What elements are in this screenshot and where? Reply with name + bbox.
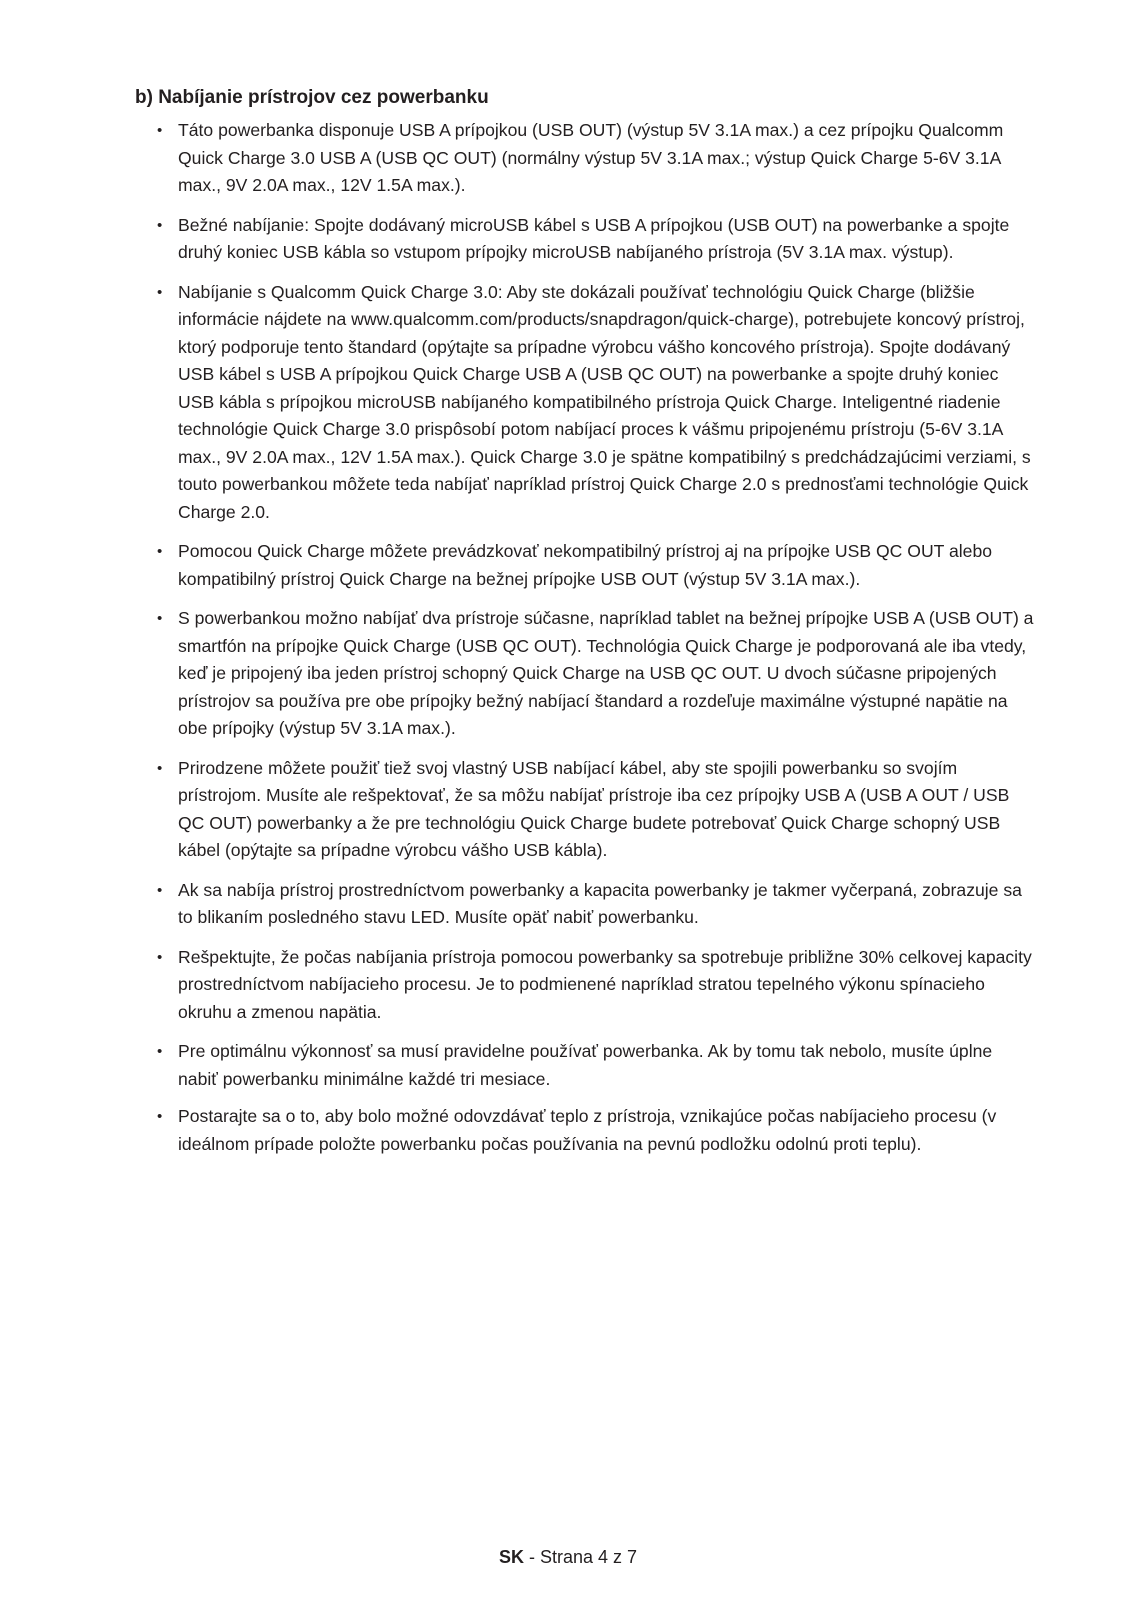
bullet-icon: • bbox=[157, 283, 163, 301]
bullet-item-8 bbox=[154, 944, 1034, 1027]
bullet-icon: • bbox=[157, 122, 163, 139]
section-heading: b) Nabíjanie prístrojov cez powerbanku bbox=[135, 87, 489, 108]
bullet-item-7 bbox=[154, 877, 1034, 932]
bullet-item-4 bbox=[154, 538, 1034, 593]
bullet-icon: • bbox=[157, 216, 163, 234]
bullet-list bbox=[154, 117, 1034, 1168]
bullet-text: Prirodzene môžete použiť tiež svoj vlastný USB nabíjací kábel, aby ste spojili powerbanku so svojím prístrojom. Musíte ale rešpektovať, že sa môžu nabíjať prístroje iba cez prípojky USB A (USB A OUT / USB QC OUT) powerbanky a že pre technológiu Quick Charge budete potrebovať Quick Charge schopný USB kábel (opýtajte sa prípadne výrobcu vášho USB kábla). bbox=[178, 757, 1010, 860]
bullet-text: Táto powerbanka disponuje USB A prípojkou (USB OUT) (výstup 5V 3.1A max.) a cez prípojku Qualcomm Quick Charge 3.0 USB A (USB QC OUT) (normálny výstup 5V 3.1A max.; výstup Quick Charge 5-6V 3.1A max., 9V 2.0A max., 12V 1.5A max.). bbox=[178, 120, 1004, 195]
bullet-item-9 bbox=[154, 1038, 1034, 1093]
bullet-text: Pre optimálnu výkonnosť sa musí pravidelne používať powerbanka. Ak by tomu tak nebolo, musíte úplne nabiť powerbanku minimálne každé tri mesiace. bbox=[178, 1041, 993, 1089]
bullet-item-3 bbox=[154, 279, 1034, 527]
bullet-text: Rešpektujte, že počas nabíjania prístroja pomocou powerbanky sa spotrebuje približne 30% celkovej kapacity prostredníctvom nabíjacieho procesu. Je to podmienené napríklad stratou tepelného výkonu spínacieho okruhu a zmenou napätia. bbox=[178, 946, 1032, 1022]
bullet-icon: • bbox=[157, 1108, 163, 1125]
bullet-item-10 bbox=[154, 1103, 1034, 1158]
bullet-item-2 bbox=[154, 212, 1034, 267]
bullet-icon: • bbox=[157, 543, 163, 560]
page-footer bbox=[0, 1544, 1136, 1570]
bullet-text: Bežné nabíjanie: Spojte dodávaný microUSB kábel s USB A prípojkou (USB OUT) na powerbanke a spojte druhý koniec USB kábla so vstupom prípojky microUSB nabíjaného prístroja (5V 3.1A max. výstup). bbox=[178, 214, 1010, 262]
footer-language-code: SK bbox=[498, 1547, 524, 1567]
bullet-icon: • bbox=[157, 759, 163, 777]
bullet-icon: • bbox=[157, 1043, 163, 1060]
bullet-item-1 bbox=[154, 117, 1034, 200]
bullet-text: S powerbankou možno nabíjať dva prístroje súčasne, napríklad tablet na bežnej prípojke USB A (USB OUT) a smartfón na prípojke Quick Charge (USB QC OUT). Technológia Quick Charge je podporovaná ale iba vtedy, keď je pripojený iba jeden prístroj schopný Quick Charge na USB QC OUT. U dvoch súčasne pripojených prístrojov sa používa pre obe prípojky bežný nabíjací štandard a rozdeľuje maximálne výstupné napätie na obe prípojky (výstup 5V 3.1A max.). bbox=[178, 608, 1034, 738]
bullet-item-5 bbox=[154, 605, 1034, 743]
bullet-text: Nabíjanie s Qualcomm Quick Charge 3.0: Aby ste dokázali používať technológiu Quick Charge (bližšie informácie nájdete na www.qualcomm.com/products/snapdragon/quick-charge), potrebujete koncový prístroj, ktorý podporuje tento štandard (opýtajte sa prípadne výrobcu vášho koncového prístroja). Spojte dodávaný USB kábel s USB A prípojkou Quick Charge USB A (USB QC OUT) na powerbanke a spojte druhý koniec USB kábla s prípojkou microUSB nabíjaného kompatibilného prístroja Quick Charge. Inteligentné riadenie technológie Quick Charge 3.0 prispôsobí potom nabíjací proces k vášmu pripojenému prístroju (5-6V 3.1A max., 9V 2.0A max., 12V 1.5A max.). Quick Charge 3.0 je spätne kompatibilný s predchádzajúcimi verziami, s touto powerbankou môžete teda nabíjať napríklad prístroj Quick Charge 2.0 s prednosťami technológie Quick Charge 2.0. bbox=[178, 281, 1031, 522]
bullet-text: Postarajte sa o to, aby bolo možné odovzdávať teplo z prístroja, vznikajúce počas nabíjacieho procesu (v ideálnom prípade položte powerbanku počas používania na pevnú podložku odolnú proti teplu). bbox=[178, 1106, 997, 1154]
bullet-text: Ak sa nabíja prístroj prostredníctvom powerbanky a kapacita powerbanky je takmer vyčerpaná, zobrazuje sa to blikaním posledného stavu LED. Musíte opäť nabiť powerbanku. bbox=[178, 879, 1022, 927]
bullet-text: Pomocou Quick Charge môžete prevádzkovať nekompatibilný prístroj aj na prípojke USB QC OUT alebo kompatibilný prístroj Quick Charge na bežnej prípojke USB OUT (výstup 5V 3.1A max.). bbox=[178, 541, 993, 589]
footer-page-number: - Strana 4 z 7 bbox=[523, 1547, 638, 1567]
bullet-icon: • bbox=[157, 610, 163, 627]
bullet-icon: • bbox=[157, 948, 163, 966]
bullet-icon: • bbox=[157, 881, 163, 899]
bullet-item-6 bbox=[154, 755, 1034, 865]
